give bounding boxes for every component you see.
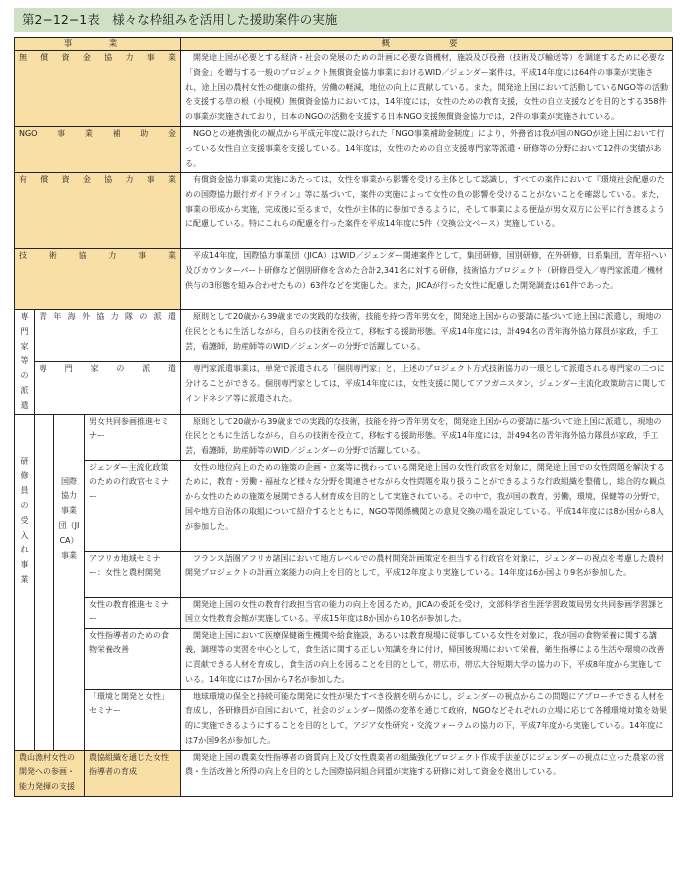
row-label-t2: ジェンダー主流化政策のための行政官セミナー <box>85 460 181 551</box>
row-text-ngo: NGOとの連携強化の観点から平成元年度に設けられた「NGO事業補助金制度」により，外務省は我が国のNGOが途上国において行っている女性自立支援事業を支援している。14年度は，女性のための自立支援専門家等派遣・研修等の分野において12件の実績がある。 <box>181 127 673 173</box>
row-label-experts: 専門家の派遣 <box>35 362 181 414</box>
row-label-t6: 「環境と開発と女性」セミナー <box>85 689 181 750</box>
table-row <box>15 51 673 127</box>
table-row <box>15 310 673 362</box>
row-label-grant: 無償資金協力事業 <box>15 51 181 127</box>
row-label-ngo: NGO事業補助金 <box>15 127 181 173</box>
row-label-rural: 農山漁村女性の開発への参画・能力発揮の支援 <box>15 750 85 796</box>
table-title: 第2−12−1表 様々な枠組みを活用した援助案件の実施 <box>14 8 672 32</box>
header-project: 事 業 <box>15 38 181 51</box>
table-row <box>15 551 673 597</box>
row-text-t2: 女性の地位向上のための施策の企画・立案等に携わっている開発途上国の女性行政官を対象に，開発途上国での女性問題を解決するために，教育・労働・福祉など様々な分野を関連させながら女性問題を取り扱うことができるような行政組織を整備し，総合的な観点から女性のための施策を展開できる人材育成を目的として実施されている。その中で，我が国の教育，労働，環境，保健等の分野で，国や地方自治体の取組について紹介するとともに，NGO等関係機関との意見交換の場を設定している。平成14年度には8か国から8人が参加した。 <box>181 460 673 551</box>
table-row <box>15 597 673 628</box>
table-row <box>15 628 673 689</box>
table-row <box>15 362 673 414</box>
group-label-jica <box>54 414 85 750</box>
row-label-rural-sub: 農協組織を通じた女性指導者の育成 <box>85 750 181 796</box>
row-text-rural: 開発途上国の農業女性指導者の資質向上及び女性農業者の組織強化プロジェクト作成手法並びにジェンダーの視点に立った農家の営農・生活改善と所得の向上を目的とした国際協同組合同盟が実施する研修に対して資金を拠出している。 <box>181 750 673 796</box>
row-text-t4: 開発途上国の女性の教育行政担当官の能力の向上を図るため，JICAの委託を受け，文部科学省生涯学習政策局男女共同参画学習課と国立女性教育会館が実施している。平成15年度は8か国から10名が参加した。 <box>181 597 673 628</box>
table-row <box>15 173 673 249</box>
row-text-experts: 専門家派遣事業は，単発で派遣される「個別専門家」と，上述のプロジェクト方式技術協力の一環として派遣される専門家の二つに分けることができる。個別専門家としては，平成14年度には，女性支援に関してアフガニスタン，ジェンダー主流化政策助言に関してインドネシア等に派遣された。 <box>181 362 673 414</box>
row-label-t3: アフリカ地域セミナー：女性と農村開発 <box>85 551 181 597</box>
group-label-training-text: 研修員の受入れ事業 <box>20 456 29 584</box>
group-label-experts <box>15 310 35 415</box>
row-label-tech: 技術協力事業 <box>15 249 181 310</box>
table-row <box>15 689 673 750</box>
aid-projects-table <box>14 37 673 797</box>
row-text-t6: 地球環境の保全と持続可能な開発に女性が果たすべき役割を明らかにし，ジェンダーの視点からこの問題にアプローチできる人材を育成し，各研修員が自国において，社会のジェンダー関係の変革を通じて政府，NGOなどそれぞれの立場に応じて各種環境対策を効果的に実施できるようにすることを目的として，アジア女性研究・交流フォーラムの協力の下，平成7年度から実施している。14年度には7か国9名が参加した。 <box>181 689 673 750</box>
table-row <box>15 460 673 551</box>
table-row <box>15 750 673 796</box>
row-text-t1: 原則として20歳から39歳までの実践的な技術，技能を持つ青年男女を，開発途上国からの要請に基づいて途上国に派遣し，現地の住民とともに生活しながら，自らの技術を役立て，移転する援助形態。平成14年度には，計494名の青年海外協力隊員が家政，手工芸，看護師，助産師等のWID／ジェンダーの分野で活躍している。 <box>181 414 673 460</box>
row-text-tech: 平成14年度，国際協力事業団（JICA）はWID／ジェンダー関連案件として，集団研修，国別研修，在外研修，日系集団，青年招へい及びカウンターパート研修など個別研修を含めた合計2,341名に対する研修，技術協力プロジェクト（研修員受入／専門家派遣／機材供与の3形態を組み合わせたもの）63件などを実施した。また，JICAが行った女性に配慮した開発調査は61件であった。 <box>181 249 673 310</box>
row-label-t5: 女性指導者のための食物栄養改善 <box>85 628 181 689</box>
row-text-t3: フランス語圏アフリカ諸国において地方レベルでの農村開発計画策定を担当する行政官を対象に，ジェンダーの視点を考慮した農村開発プロジェクトの計画立案能力の向上を目的として，平成12年度より実施している。14年度は6か国より9名が参加した。 <box>181 551 673 597</box>
row-label-loan: 有償資金協力事業 <box>15 173 181 249</box>
header-overview: 概 要 <box>181 38 673 51</box>
blank-spacer <box>35 414 54 750</box>
group-label-jica-text: 国際協力事業団（JICA）事業 <box>58 476 80 560</box>
table-row <box>15 127 673 173</box>
table-row <box>15 249 673 310</box>
row-label-t1: 男女共同参画推進セミナー <box>85 414 181 460</box>
row-text-jocv: 原則として20歳から39歳までの実践的な技術，技能を持つ青年男女を，開発途上国からの要請に基づいて途上国に派遣し，現地の住民とともに生活しながら，自らの技術を役立て，移転する援助形態。平成14年度には，計494名の青年海外協力隊員が家政，手工芸，看護師，助産師等のWID／ジェンダーの分野で活躍している。 <box>181 310 673 362</box>
table-row <box>15 414 673 460</box>
row-label-jocv: 青年海外協力隊の派遣 <box>35 310 181 362</box>
row-text-grant: 開発途上国が必要とする経済・社会の発展のための計画に必要な資機材，施設及び役務（技術及び輸送等）を調達するために必要な「資金」を贈与する一般のプロジェクト無償資金協力事業におけるWID／ジェンダー案件は，平成14年度には64件の事業が実施され，途上国の農村女性の健康の維持，労働の軽減，地位の向上に貢献している。また，開発途上国において活動しているNGO等の活動を支援する草の根（小規模）無償資金協力においては，14年度には，女性のための教育支援，女性の自立支援などを目的とする358件の事業が実施されており，日本のNGOの活動を支援する日本NGO支援無償資金協力では，2件の事業が実施されている。 <box>181 51 673 127</box>
row-text-loan: 有償資金協力事業の実施にあたっては，女性を事業から影響を受ける主体として認識し，すべての案件において『環境社会配慮のための国際協力銀行ガイドライン』等に基づいて，案件の実施によって女性の負の影響を受けることがないことを確認している。また，事業の形成から実施，完成後に至るまで，女性が主体的に参加できるように，そして事業による便益が男女双方に公平に行き渡るように配慮している。特にこれらの配慮を行った案件を平成14年度に5件（交換公文ベース）実施している。 <box>181 173 673 249</box>
header-row <box>15 38 673 51</box>
group-label-training <box>15 414 35 750</box>
row-label-t4: 女性の教育推進セミナー <box>85 597 181 628</box>
row-text-t5: 開発途上国において医療保健衛生機関や給食施設，あるいは教育現場に従事している女性を対象に，我が国の食物栄養に関する講義，調理等の実習を中心として，食生活に関する正しい知識を身に付け，帰国後現場において栄養，衛生指導による生活や環境の改善に貢献できる人材を育成し，食生活の向上を図ることを目的として，帯広市，帯広大谷短期大学の協力の下，平成8年度から実施している。14年度には7か国から7名が参加した。 <box>181 628 673 689</box>
group-label-experts-text: 専門家等の派遣 <box>20 312 29 410</box>
